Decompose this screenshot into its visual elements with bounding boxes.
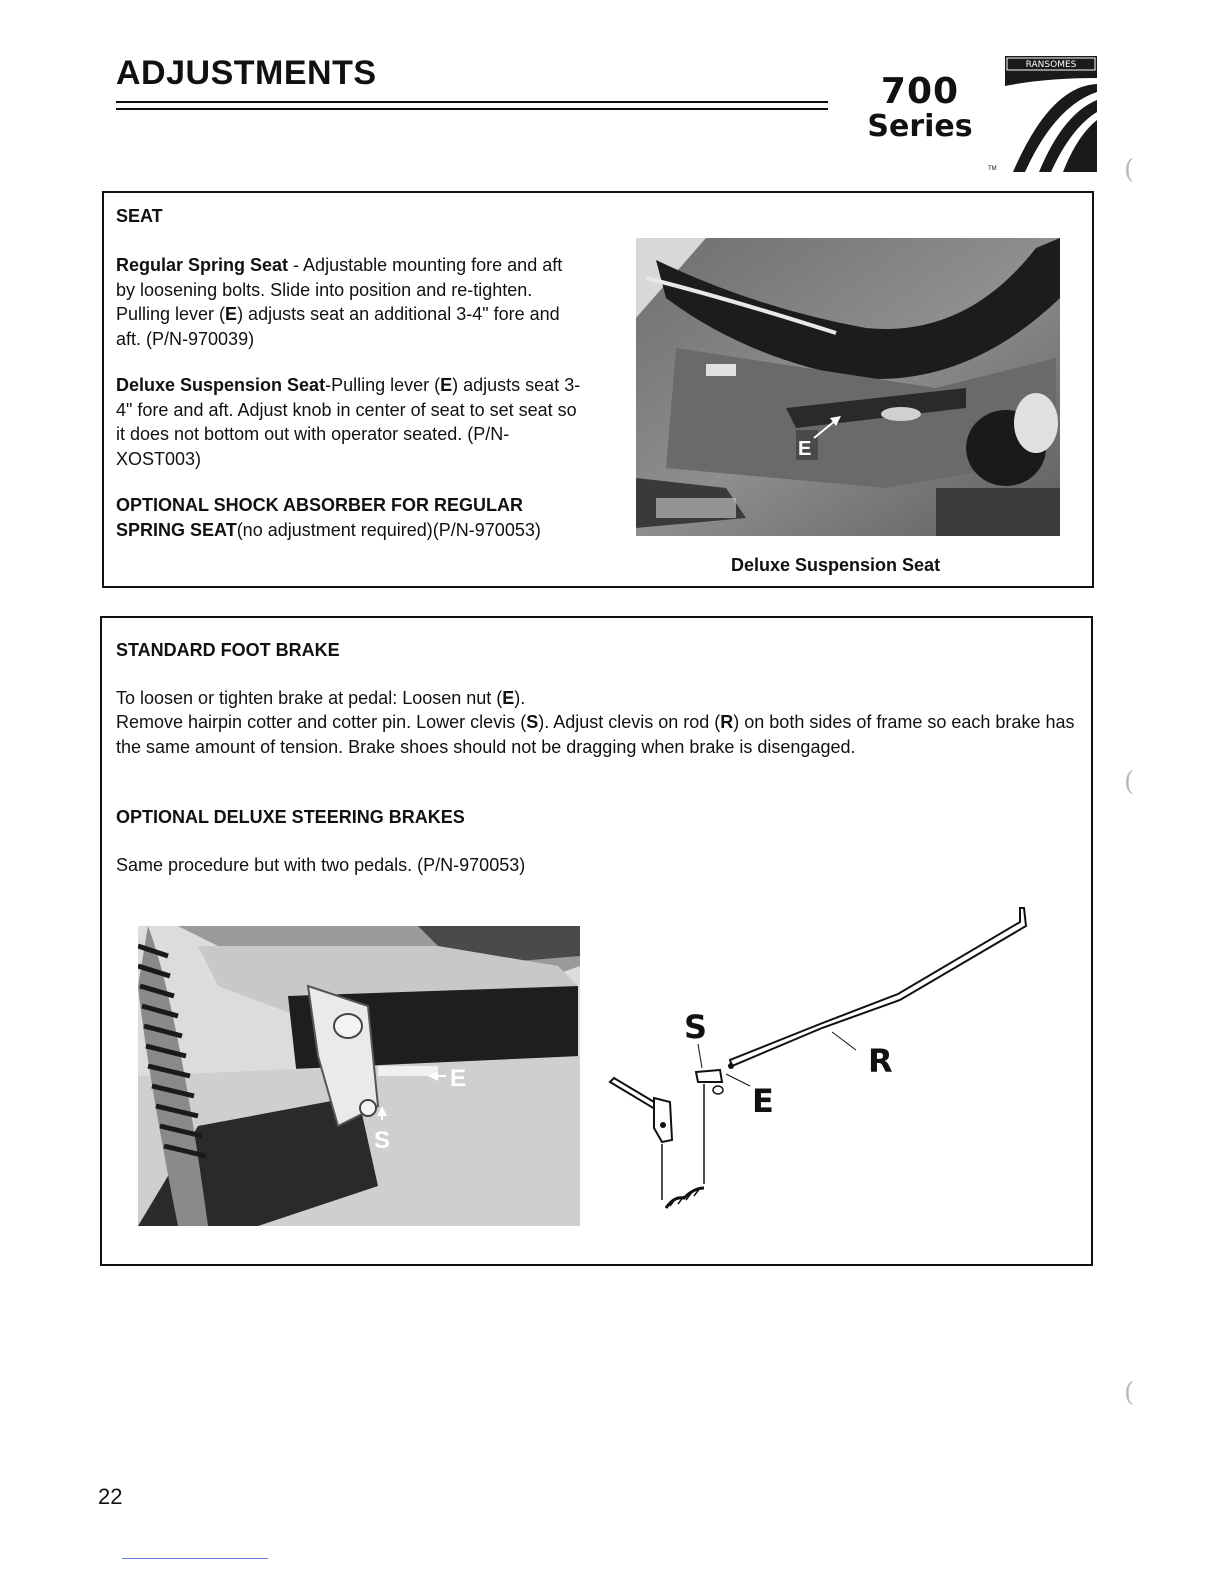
trademark-mark: TM (988, 166, 997, 172)
foot-brake-photo (138, 926, 580, 1226)
deluxe-suspension-seat-text: Deluxe Suspension Seat-Pulling lever (E) adjusts seat 3-4" fore and aft. Adjust knob in center of seat to set seat so it does not bottom out with operator seated. (P/N-XOST003) (116, 375, 581, 469)
brake-instructions-line2: Remove hairpin cotter and cotter pin. Lower clevis (S). Adjust clevis on rod (R) on both sides of frame so each brake has the same amount of tension. Brake shoes should not be dragging when brake is disengaged. (116, 712, 1075, 757)
logo-brand-text: RANSOMES (1025, 60, 1077, 70)
page-title: ADJUSTMENTS (116, 54, 377, 92)
brake-linkage-diagram (600, 900, 1040, 1220)
series-word: Series (867, 109, 973, 144)
title-rule-bottom (116, 108, 828, 110)
title-rule-top (116, 101, 828, 103)
regular-spring-seat-text: Regular Spring Seat - Adjustable mounting fore and aft by loosening bolts. Slide into position and re-tighten. Pulling lever (E) adjusts seat an additional 3-4" fore and aft. (P/N-970039) (116, 255, 563, 349)
diagram-nut-label: E (752, 1082, 774, 1120)
optional-shock-absorber-text: OPTIONAL SHOCK ABSORBER FOR REGULAR SPRING SEAT(no adjustment required)(P/N-970053) (116, 495, 541, 540)
diagram-rod-label: R (868, 1042, 893, 1080)
series-badge (852, 71, 988, 144)
seat-lever-label: E (798, 438, 812, 460)
margin-mark: ( (1124, 155, 1135, 185)
deluxe-suspension-seat-label: Deluxe Suspension Seat (116, 375, 326, 395)
photo-clevis-label: S (374, 1127, 391, 1154)
margin-mark: ( (1124, 1378, 1135, 1408)
deluxe-suspension-seat-photo (636, 238, 1060, 536)
page-number: 22 (98, 1484, 123, 1509)
seat-photo-caption: Deluxe Suspension Seat (731, 555, 941, 575)
footer-rule (122, 1558, 268, 1559)
photo-nut-label: E (450, 1065, 467, 1092)
optional-steering-brakes-text: Same procedure but with two pedals. (P/N-970053) (116, 855, 526, 875)
seat-heading: SEAT (116, 206, 163, 226)
standard-foot-brake-heading: STANDARD FOOT BRAKE (116, 640, 340, 660)
regular-spring-seat-label: Regular Spring Seat (116, 255, 289, 275)
ransomes-logo (1005, 56, 1097, 172)
diagram-clevis-label: S (684, 1008, 708, 1046)
optional-shock-absorber-label: OPTIONAL SHOCK ABSORBER FOR REGULAR SPRING SEAT (116, 495, 524, 540)
brake-instructions-line1: To loosen or tighten brake at pedal: Loosen nut (E). (116, 688, 526, 708)
margin-mark: ( (1124, 767, 1135, 797)
series-number: 700 (880, 71, 960, 112)
optional-steering-brakes-heading: OPTIONAL DELUXE STEERING BRAKES (116, 807, 465, 827)
